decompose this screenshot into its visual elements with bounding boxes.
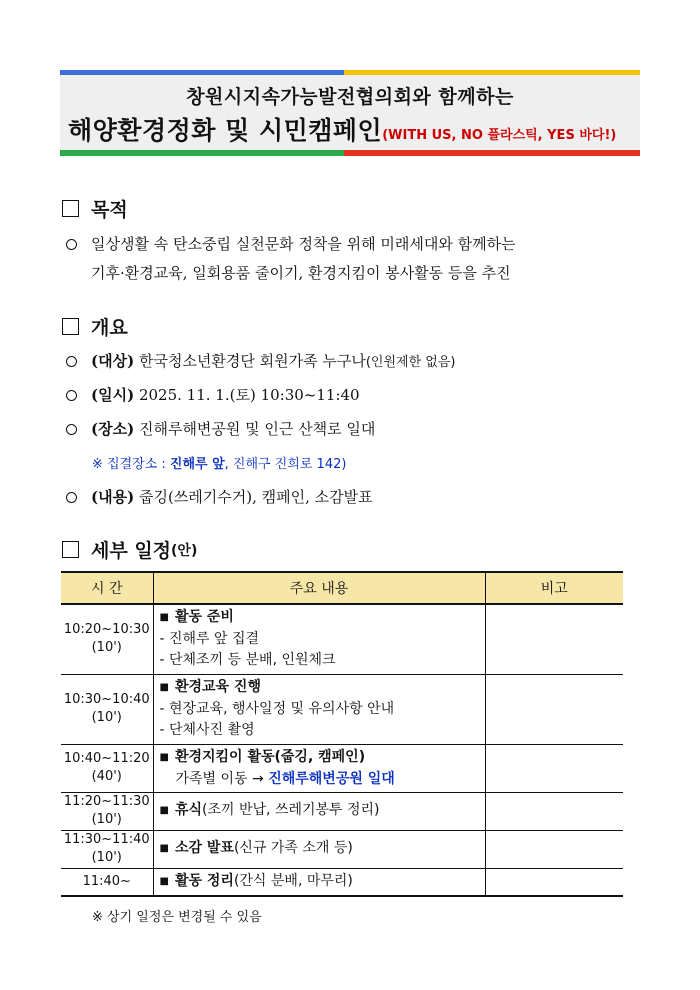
target-value: 한국청소년환경단 회원가족 누구나 <box>138 352 366 370</box>
time-range: 10:40~11:20 <box>63 751 150 766</box>
purpose-line-1 <box>66 233 516 254</box>
square-bullet-icon: ■ <box>159 682 169 693</box>
title-line-1: 창원시지속가능발전협의회와 함께하는 <box>186 86 514 108</box>
purpose-text-1: 일상생활 속 탄소중립 실천문화 정착을 위해 미래세대와 함께하는 <box>91 235 516 253</box>
content-cell <box>153 792 485 830</box>
table-row <box>61 830 623 868</box>
square-bullet-icon: ■ <box>159 805 169 816</box>
duration: (10') <box>91 812 122 827</box>
remarks-cell <box>485 830 623 868</box>
title-bottom-color-bar <box>60 150 640 156</box>
item-title: 활동 정리 <box>174 872 234 889</box>
content-cell <box>153 604 485 674</box>
purpose-line-2: 기후·환경교육, 일회용품 줄이기, 환경지킴이 봉사활동 등을 추진 <box>91 264 511 282</box>
time-cell <box>61 604 153 674</box>
circle-bullet-icon <box>66 356 77 367</box>
duration: (10') <box>91 710 122 725</box>
meet-address: , 진해구 진희로 142) <box>224 457 347 472</box>
item-detail: - 단체사진 촬영 <box>159 722 255 738</box>
item-title: 휴식 <box>174 802 203 818</box>
item-detail: - 현장교육, 행사일정 및 유의사항 안내 <box>159 701 395 717</box>
item-title: 활동 준비 <box>174 609 234 626</box>
item-title: 환경지킴이 활동(줍깅, 캠페인) <box>174 748 366 765</box>
bar-segment-yellow <box>344 70 640 75</box>
overview-content <box>66 486 373 507</box>
target-label: (대상) <box>91 352 135 370</box>
item-note: (신규 가족 소개 등) <box>233 840 353 856</box>
checkbox-square-icon <box>62 200 79 217</box>
section-overview-heading <box>62 313 128 340</box>
title-top-color-bar <box>60 70 640 75</box>
square-bullet-icon: ■ <box>159 751 169 763</box>
place-label: (장소) <box>91 420 135 438</box>
checkbox-square-icon <box>62 318 79 335</box>
schedule-footnote: ※ 상기 일정은 변경될 수 있음 <box>92 910 262 925</box>
date-value: 2025. 11. 1.(토) 10:30~11:40 <box>138 386 360 404</box>
content-label: (내용) <box>91 488 135 506</box>
item-detail: - 단체조끼 등 분배, 인원체크 <box>159 652 336 669</box>
move-prefix: 가족별 이동 → <box>175 770 269 787</box>
content-value: 줍깅(쓰레기수거), 캠페인, 소감발표 <box>138 488 373 506</box>
overview-place <box>66 418 375 439</box>
section-title: 개요 <box>91 317 128 339</box>
section-schedule-heading <box>62 536 197 563</box>
move-place: 진해루해변공원 일대 <box>268 770 395 787</box>
square-bullet-icon: ■ <box>159 843 169 854</box>
content-cell <box>153 868 485 896</box>
meeting-place-note <box>92 453 346 472</box>
item-title: 소감 발표 <box>174 840 234 856</box>
target-note: (인원제한 없음) <box>365 355 456 370</box>
time-range: 11:30~11:40 <box>63 832 150 847</box>
table-row <box>61 868 623 896</box>
item-title: 환경교육 진행 <box>174 679 261 695</box>
overview-target <box>66 350 455 371</box>
remarks-cell <box>485 604 623 674</box>
column-header-remarks: 비고 <box>485 572 623 604</box>
place-value: 진해루해변공원 및 인근 산책로 일대 <box>138 420 376 438</box>
section-title: 목적 <box>91 199 128 221</box>
duration: (40') <box>91 769 122 784</box>
checkbox-square-icon <box>62 541 79 558</box>
remarks-cell <box>485 868 623 896</box>
square-bullet-icon: ■ <box>159 875 169 887</box>
section-title-note: (안) <box>171 542 198 559</box>
meet-prefix: ※ 집결장소 : <box>92 457 170 472</box>
title-line-2 <box>68 111 616 147</box>
item-note: (조끼 반납, 쓰레기봉투 정리) <box>202 802 380 818</box>
time-cell <box>61 792 153 830</box>
time-cell <box>61 744 153 792</box>
overview-date <box>66 384 360 405</box>
item-note: (간식 분배, 마무리) <box>233 872 353 889</box>
time-range: 10:30~10:40 <box>63 692 150 707</box>
content-cell <box>153 674 485 744</box>
section-title: 세부 일정 <box>91 540 172 562</box>
remarks-cell <box>485 674 623 744</box>
time-cell <box>61 830 153 868</box>
content-cell <box>153 744 485 792</box>
duration: (10') <box>91 850 122 865</box>
date-label: (일시) <box>91 386 135 404</box>
time-range: 11:40~ <box>82 873 131 889</box>
remarks-cell <box>485 744 623 792</box>
time-cell <box>61 674 153 744</box>
table-header-row <box>61 572 623 604</box>
circle-bullet-icon <box>66 424 77 435</box>
column-header-content: 주요 내용 <box>153 572 485 604</box>
remarks-cell <box>485 792 623 830</box>
bar-segment-red <box>344 150 640 156</box>
table-row <box>61 744 623 792</box>
circle-bullet-icon <box>66 492 77 503</box>
content-cell <box>153 830 485 868</box>
meet-place: 진해루 앞 <box>169 457 225 472</box>
square-bullet-icon: ■ <box>159 612 169 624</box>
section-purpose-heading <box>62 195 128 222</box>
column-header-time: 시 간 <box>61 572 153 604</box>
circle-bullet-icon <box>66 390 77 401</box>
table-row <box>61 674 623 744</box>
item-detail: - 진해루 앞 집결 <box>159 631 260 648</box>
bar-segment-green <box>60 150 344 156</box>
main-title: 해양환경정화 및 시민캠페인 <box>68 116 383 145</box>
time-cell <box>61 868 153 896</box>
bar-segment-blue <box>60 70 344 75</box>
time-range: 11:20~11:30 <box>63 794 150 809</box>
table-row <box>61 604 623 674</box>
time-range: 10:20~10:30 <box>63 622 150 638</box>
duration: (10') <box>91 640 122 656</box>
campaign-slogan: (WITH US, NO 플라스틱, YES 바다!) <box>382 128 617 143</box>
schedule-table <box>61 571 623 897</box>
circle-bullet-icon <box>66 239 77 250</box>
table-row <box>61 792 623 830</box>
